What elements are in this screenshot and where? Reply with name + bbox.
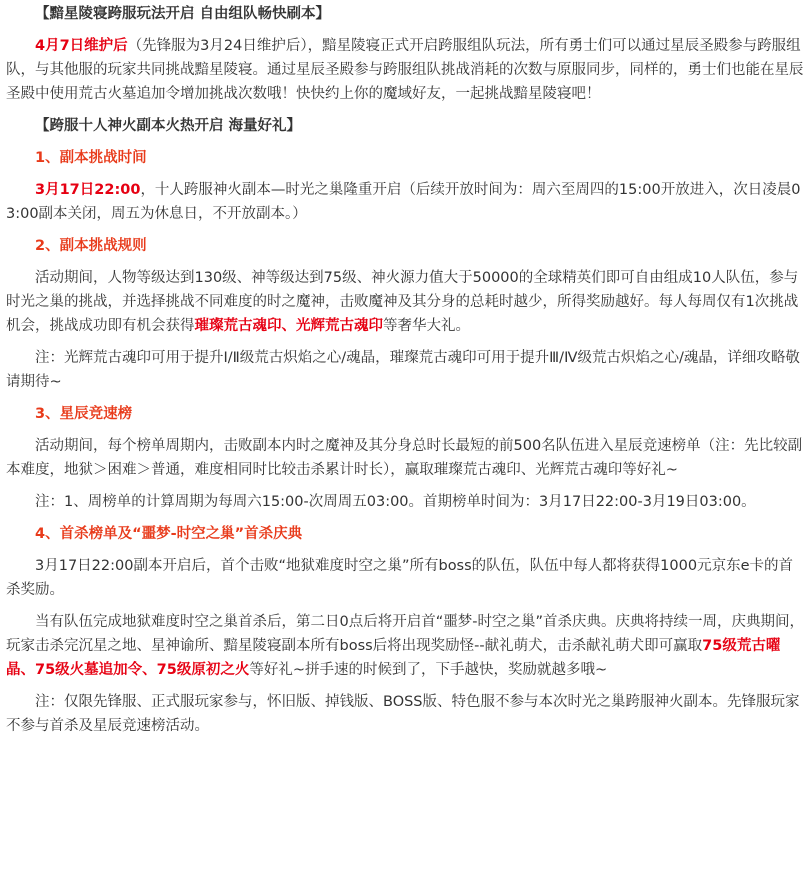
paragraph-ranking-note: 注：1、周榜单的计算周期为每周六15:00-次周周五03:00。首期榜单时间为：3月17日22:00-3月19日03:00。 [35, 494, 756, 510]
heading-cross-server-dungeon: 【跨服十人神火副本火热开启 海量好礼】 [35, 118, 302, 134]
paragraph-challenge-rules [6, 266, 804, 338]
paragraph-text: 当有队伍完成地狱难度时空之巢首杀后，第二日0点后将开启首“噩梦-时空之巢”首杀庆典。庆典将持续一周，庆典期间，玩家击杀完沉星之地、星神谕所、黯星陵寝副本所有boss后将出现奖励怪--献礼萌犬，击杀献礼萌犬即可赢取 [6, 614, 804, 654]
paragraph-text: （先锋服为3月24日维护后），黯星陵寝正式开启跨服组队玩法，所有勇士们可以通过星辰圣殿参与跨服组队，与其他服的玩家共同挑战黯星陵寝。通过星辰圣殿参与跨服组队挑战消耗的次数与原服同步，同样的，勇士们也能在星辰圣殿中使用荒古火墓追加令增加挑战次数哦！快快约上你的魔域好友，一起挑战黯星陵寝吧！ [6, 38, 804, 102]
paragraph-celebration [6, 610, 804, 682]
paragraph-first-kill: 3月17日22:00副本开启后，首个击败“地狱难度时空之巢”所有boss的队伍，队伍中每人都将获得1000元京东e卡的首杀奖励。 [6, 558, 793, 598]
paragraph-text: ，十人跨服神火副本—时光之巢隆重开启（后续开放时间为：周六至周四的15:00开放进入，次日凌晨03:00副本关闭，周五为休息日，不开放副本。） [6, 182, 801, 222]
highlight-date: 4月7日维护后 [35, 38, 128, 54]
paragraph-text: 等好礼~拼手速的时候到了，下手越快，奖励就越多哦~ [249, 662, 608, 678]
paragraph-rules-note: 注：光辉荒古魂印可用于提升Ⅰ/Ⅱ级荒古炽焰之心/魂晶，璀璨荒古魂印可用于提升Ⅲ/Ⅳ级荒古炽焰之心/魂晶，详细攻略敬请期待~ [6, 350, 800, 390]
paragraph-eligibility-note: 注：仅限先锋服、正式服玩家参与，怀旧版、掉钱版、BOSS版、特色服不参与本次时光之巢跨服神火副本。先锋服玩家不参与首杀及星辰竞速榜活动。 [6, 694, 800, 734]
section-4-title: 4、首杀榜单及“噩梦-时空之巢”首杀庆典 [35, 526, 303, 542]
highlight-rewards: 璀璨荒古魂印、光辉荒古魂印 [194, 318, 383, 334]
highlight-date: 3月17日22:00 [35, 182, 141, 198]
heading-cross-server-tomb: 【黯星陵寝跨服玩法开启 自由组队畅快刷本】 [35, 6, 331, 22]
paragraph-challenge-time [6, 178, 804, 226]
paragraph-speed-ranking: 活动期间，每个榜单周期内，击败副本内时之魔神及其分身总时长最短的前500名队伍进入星辰竞速榜单（注：先比较副本难度，地狱＞困难＞普通，难度相同时比较击杀累计时长），赢取璀璨荒古魂印、光辉荒古魂印等好礼~ [6, 438, 803, 478]
highlight-rewards: 75级荒古曜晶、75级火墓追加令、75级原初之火 [6, 638, 781, 678]
paragraph-text: 等奢华大礼。 [383, 318, 470, 334]
paragraph-tomb-intro [6, 34, 804, 106]
section-2-title: 2、副本挑战规则 [35, 238, 147, 254]
section-3-title: 3、星辰竞速榜 [35, 406, 133, 422]
paragraph-text: 活动期间，人物等级达到130级、神等级达到75级、神火源力值大于50000的全球精英们即可自由组成10人队伍，参与时光之巢的挑战，并选择挑战不同难度的时之魔神，击败魔神及其分身的总耗时越少，所得奖励越好。每人每周仅有1次挑战机会，挑战成功即有机会获得 [6, 270, 799, 334]
section-1-title: 1、副本挑战时间 [35, 150, 147, 166]
